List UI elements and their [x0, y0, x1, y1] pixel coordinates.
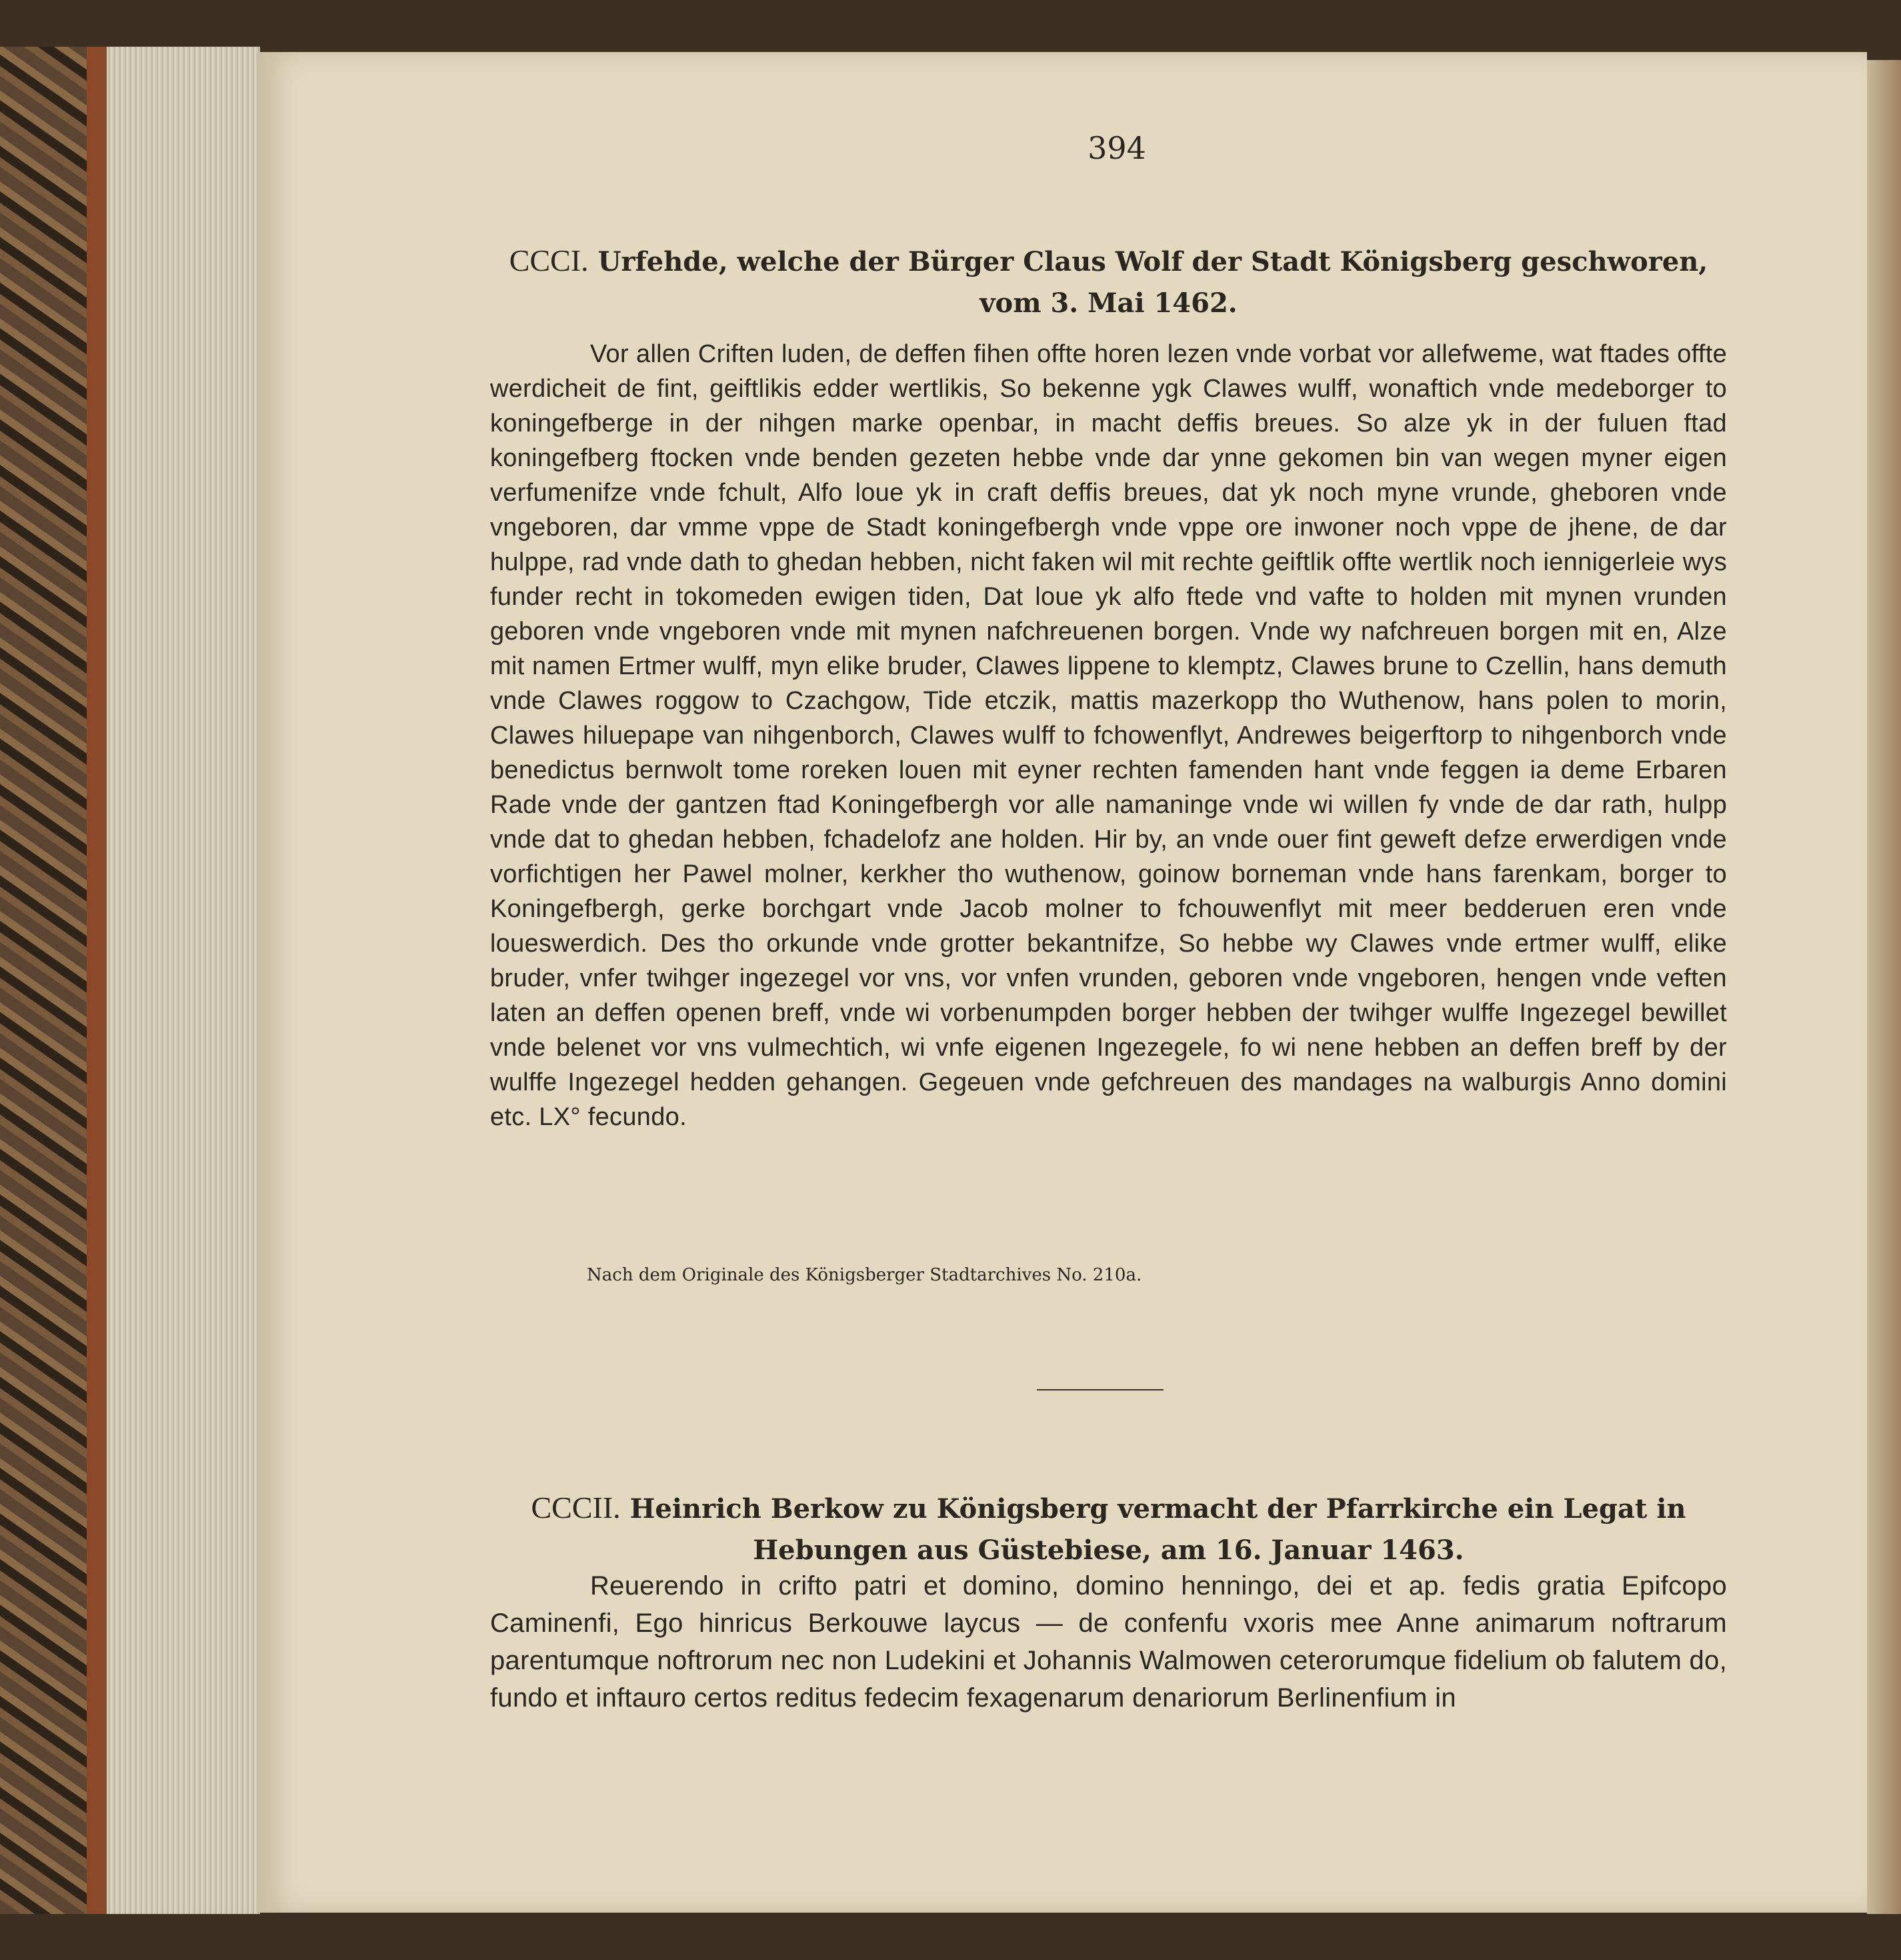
document-301-source-note: Nach dem Originale des Königsberger Stadtarchives No. 210a. — [587, 1265, 1142, 1285]
document-301-body — [490, 337, 1727, 1134]
book-cover-right — [1867, 60, 1901, 1914]
document-301-title: Urfehde, welche der Bürger Claus Wolf der Stadt Königsberg geschworen, vom 3. Mai 1462. — [597, 246, 1708, 319]
document-302-heading — [490, 1487, 1727, 1571]
document-302-paragraph: Reuerendo in crifto patri et domino, domino henningo, dei et ap. fedis gratia Epifcopo Caminenfi, Ego hinricus Berkouwe laycus — de confenfu vxoris mee Anne animarum noftrarum parentumque noftrorum nec non Ludekini et Johannis Walmowen ceterorumque fidelium ob falutem do, fundo et inftauro certos reditus fedecim fexagenarum denariorum Berlinenfium in — [490, 1571, 1728, 1713]
document-301-number: CCCI. — [509, 243, 589, 277]
book-cover-left — [0, 47, 100, 1914]
document-301-heading — [490, 240, 1727, 324]
document-302-title: Heinrich Berkow zu Königsberg vermacht der Pfarrkirche ein Legat in Hebungen aus Güstebiese, am 16. Januar 1463. — [629, 1493, 1686, 1566]
book-spine-edge — [87, 47, 107, 1914]
document-302-body — [490, 1567, 1727, 1717]
page-number: 394 — [1088, 130, 1146, 166]
document-302-number: CCCII. — [531, 1491, 621, 1525]
page-stack-edges — [107, 47, 260, 1914]
document-301-paragraph: Vor allen Criften luden, de deffen fihen offte horen lezen vnde vorbat vor allefweme, wat ftades offte werdicheit de fint, geiftlikis edder wertlikis, So bekenne ygk Clawes wulff, wonaftich vnde medeborger to koningefberge in der nihgen marke openbar, in macht deffis breues. So alze yk in der fuluen ftad koningefberg ftocken vnde benden gezeten hebbe vnde dar ynne gekomen bin van wegen myner eigen verfumenifze vnde fchult, Alfo loue yk in craft deffis breues, dat yk noch myne vrunde, gheboren vnde vngeboren, dar vmme vppe de Stadt koningefbergh vnde vppe ore inwoner noch vppe de jhene, de dar hulppe, rad vnde dath to ghedan hebben, nicht faken wil mit rechte geiftlik offte wertlik noch iennigerleie wys funder recht in tokomeden ewigen tiden, Dat loue yk alfo ftede vnd vafte to holden mit mynen vrunden geboren vnde vngeboren vnde mit mynen nafchreuenen borgen. Vnde wy nafchreuen borgen mit en, Alze mit namen Ertmer wulff, myn elike bruder, Clawes lippene to klemptz, Clawes brune to Czellin, hans demuth vnde Clawes roggow to Czachgow, Tide etczik, mattis mazerkopp tho Wuthenow, hans polen to morin, Clawes hiluepape van nihgenborch, Clawes wulff to fchowenflyt, Andrewes beigerftorp to nihgenborch vnde benedictus bernwolt tome roreken louen mit eyner rechten famenden hant vnde feggen ia deme Erbaren Rade vnde der gantzen ftad Koningefbergh vor alle namaninge vnde wi willen fy vnde de dar rath, hulpp vnde dat to ghedan hebben, fchadelofz ane holden. Hir by, an vnde ouer fint geweft defze erwerdigen vnde vorfichtigen her Pawel molner, kerkher tho wuthenow, goinow borneman vnde hans farenkam, borger to Koningefbergh, gerke borchgart vnde Jacob molner to fchouwenflyt mit meer bedderuen eren vnde loueswerdich. Des tho orkunde vnde grotter bekantnifze, So hebbe wy Clawes vnde ertmer wulff, elike bruder, vnfer twihger ingezegel vor vns, vor vnfen vrunden, geboren vnde vngeboren, hengen vnde veften laten an deffen openen breff, vnde wi vorbenumpden borger hebben der twihger wulffe Ingezegel bewillet vnde belenet vor vns vulmechtich, wi vnfe eigenen Ingezegele, fo wi nene hebben an deffen breff by der wulffe Ingezegel hedden gehangen. Gegeuen vnde gefchreuen des mandages na walburgis Anno domini etc. LX° fecundo. — [490, 340, 1727, 1131]
section-divider — [1037, 1389, 1164, 1390]
